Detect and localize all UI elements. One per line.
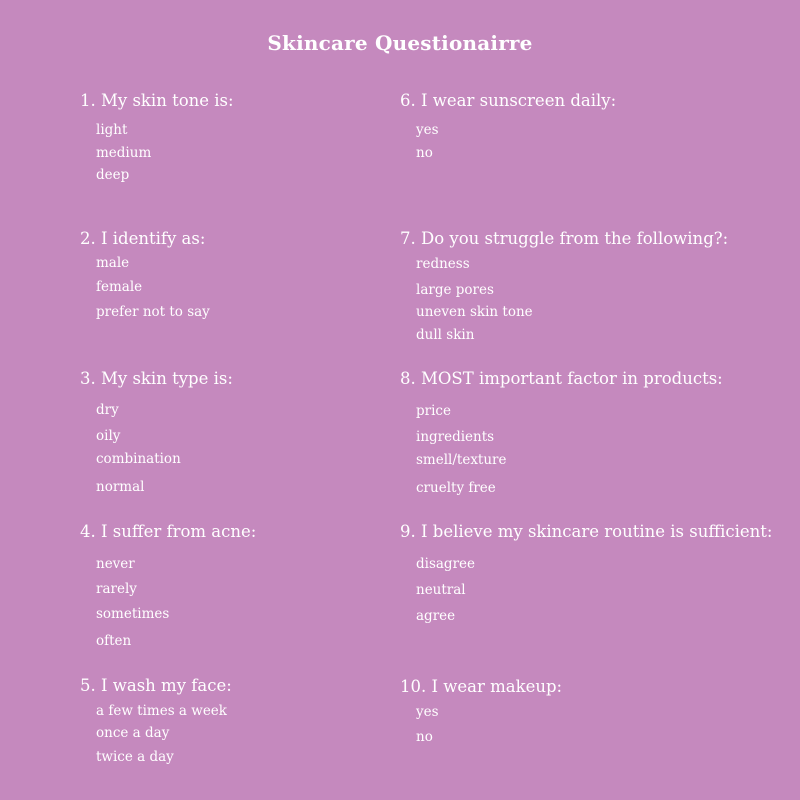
option-yes[interactable]: yes [416,122,439,138]
option-smell-texture[interactable]: smell/texture [416,452,507,468]
option-price[interactable]: price [416,403,451,419]
question-text: 8. MOST important factor in products: [400,369,723,388]
option-cruelty-free[interactable]: cruelty free [416,480,496,496]
question-text: 1. My skin tone is: [80,91,234,110]
question-text: 2. I identify as: [80,229,206,248]
option-male[interactable]: male [96,255,130,271]
option-a-few-times-a-week[interactable]: a few times a week [96,703,227,719]
option-twice-a-day[interactable]: twice a day [96,749,174,765]
option-sometimes[interactable]: sometimes [96,606,170,622]
option-once-a-day[interactable]: once a day [96,725,170,741]
option-often[interactable]: often [96,633,132,649]
option-never[interactable]: never [96,556,135,572]
option-normal[interactable]: normal [96,479,145,495]
option-no[interactable]: no [416,145,433,161]
option-female[interactable]: female [96,279,143,295]
page-title: Skincare Questionairre [267,31,533,55]
option-neutral[interactable]: neutral [416,582,466,598]
option-prefer-not-to-say[interactable]: prefer not to say [96,304,210,320]
question-text: 9. I believe my skincare routine is sufficient: [400,522,773,541]
option-uneven-skin-tone[interactable]: uneven skin tone [416,304,533,320]
option-large-pores[interactable]: large pores [416,282,494,298]
question-text: 4. I suffer from acne: [80,522,257,541]
question-text: 6. I wear sunscreen daily: [400,91,617,110]
option-rarely[interactable]: rarely [96,581,137,597]
option-deep[interactable]: deep [96,167,130,183]
option-light[interactable]: light [96,122,128,138]
option-disagree[interactable]: disagree [416,556,476,572]
option-combination[interactable]: combination [96,451,181,467]
question-text: 10. I wear makeup: [400,677,563,696]
option-yes[interactable]: yes [416,704,439,720]
question-text: 3. My skin type is: [80,369,233,388]
option-medium[interactable]: medium [96,145,152,161]
option-no[interactable]: no [416,729,433,745]
option-agree[interactable]: agree [416,608,456,624]
question-text: 5. I wash my face: [80,676,232,695]
option-dull-skin[interactable]: dull skin [416,327,475,343]
option-ingredients[interactable]: ingredients [416,429,495,445]
option-oily[interactable]: oily [96,428,121,444]
question-text: 7. Do you struggle from the following?: [400,229,729,248]
option-dry[interactable]: dry [96,402,119,418]
option-redness[interactable]: redness [416,256,470,272]
